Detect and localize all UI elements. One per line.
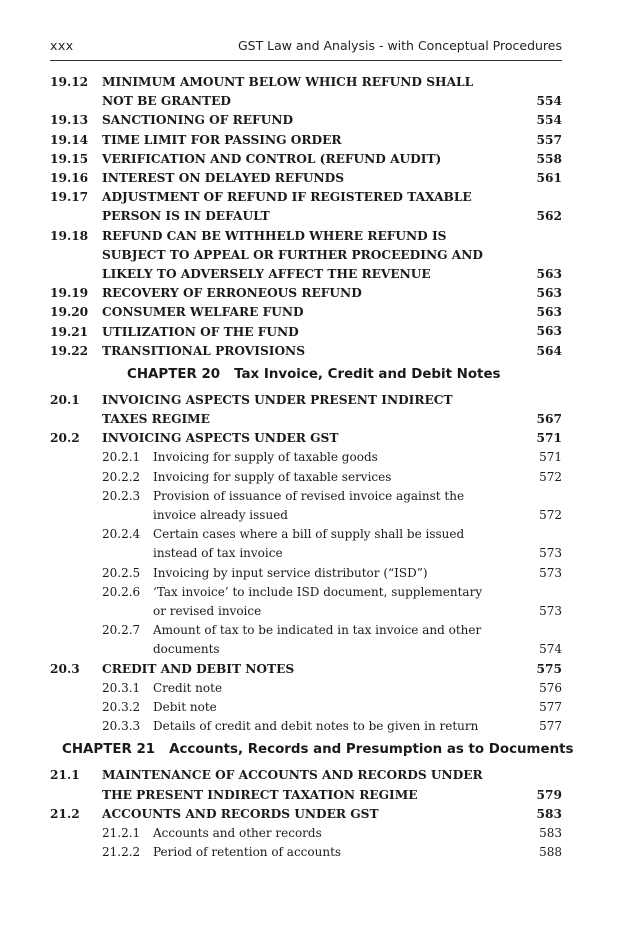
subentry-number: 20.3.3: [102, 719, 141, 734]
entry-title: CONSUMER WELFARE FUND: [102, 305, 304, 320]
subentry-page: 573: [539, 546, 562, 561]
toc-subentry-21-2-2: [50, 843, 562, 862]
toc-subentry-20-2-3: [50, 487, 562, 525]
subentry-number: 20.2.5: [102, 565, 141, 580]
entry-page: 558: [536, 151, 562, 166]
subentry-number: 20.3.1: [102, 680, 141, 695]
entry-page: 563: [536, 324, 562, 339]
entry-page: 554: [536, 94, 562, 109]
running-header: [50, 38, 562, 58]
toc-entry-19-22: [50, 342, 562, 361]
subentry-page: 588: [539, 845, 562, 860]
toc-entry-19-21: [50, 323, 562, 342]
entry-title: ACCOUNTS AND RECORDS UNDER GST: [102, 806, 379, 821]
subentry-number: 20.2.2: [102, 469, 141, 484]
subentry-page: 574: [539, 642, 562, 657]
subentry-title: Invoicing for supply of taxable goods: [153, 450, 378, 465]
chapter-title: Accounts, Records and Presumption as to Documents: [169, 742, 574, 758]
entry-title: SANCTIONING OF REFUND: [102, 113, 294, 128]
toc-entry-19-13: [50, 111, 562, 130]
toc-subentry-20-3-1: [50, 679, 562, 698]
entry-title: RECOVERY OF ERRONEOUS REFUND: [102, 286, 362, 301]
subentry-page: 577: [539, 719, 562, 734]
subentry-page: 576: [539, 680, 562, 695]
subentry-number: 20.2.7: [102, 623, 141, 638]
subentry-number: 21.2.2: [102, 845, 141, 860]
subentry-number: 20.3.2: [102, 699, 141, 714]
subentry-title: Invoicing for supply of taxable services: [153, 469, 392, 484]
toc-entry-20-1: [50, 391, 562, 429]
toc-subentry-20-3-2: [50, 698, 562, 717]
chapter-20-heading: [50, 361, 562, 391]
entry-page: 575: [536, 661, 562, 676]
entry-number: 20.2: [50, 431, 80, 446]
chapter-label: CHAPTER 21: [62, 742, 156, 758]
subentry-title: Details of credit and debit notes to be given in return: [153, 719, 479, 734]
subentry-page: 573: [539, 603, 562, 618]
toc-subentry-21-2-1: [50, 824, 562, 843]
toc-subentry-20-2-2: [50, 468, 562, 487]
toc-subentry-20-2-1: [50, 448, 562, 467]
entry-title: TRANSITIONAL PROVISIONS: [102, 343, 306, 358]
entry-number: 19.21: [50, 324, 89, 339]
entry-number: 20.3: [50, 661, 80, 676]
subentry-number: 20.2.3: [102, 488, 141, 503]
table-of-contents: [50, 73, 574, 862]
entry-title: REFUND CAN BE WITHHELD WHERE REFUND IS SUBJECT TO APPEAL OR FURTHER PROCEEDING AND LIKELY TO ADVERSELY AFFECT THE REVENUE: [102, 228, 483, 281]
entry-page: 563: [536, 305, 562, 320]
chapter-21-heading: [50, 736, 574, 766]
header-book-title: GST Law and Analysis - with Conceptual Procedures: [237, 38, 562, 53]
entry-page: 583: [536, 806, 562, 821]
header-rule: [50, 60, 562, 61]
toc-subentry-20-3-3: [50, 717, 562, 736]
entry-number: 19.17: [50, 190, 89, 205]
subentry-title: Accounts and other records: [153, 825, 322, 840]
entry-title: MINIMUM AMOUNT BELOW WHICH REFUND SHALL NOT BE GRANTED: [102, 75, 474, 109]
toc-subentry-20-2-5: [50, 564, 562, 583]
entry-number: 21.2: [50, 806, 80, 821]
subentry-number: 20.2.1: [102, 450, 141, 465]
entry-page: 557: [536, 132, 562, 147]
entry-title: ADJUSTMENT OF REFUND IF REGISTERED TAXABLE PERSON IS IN DEFAULT: [102, 190, 472, 224]
entry-title: CREDIT AND DEBIT NOTES: [102, 661, 295, 676]
entry-page: 563: [536, 286, 562, 301]
entry-page: 554: [536, 113, 562, 128]
toc-entry-21-1: [50, 766, 562, 804]
entry-page: 563: [536, 266, 562, 281]
subentry-number: 20.2.6: [102, 584, 141, 599]
entry-number: 19.22: [50, 343, 89, 358]
subentry-number: 21.2.1: [102, 825, 141, 840]
toc-entry-19-12: [50, 73, 562, 111]
subentry-page: 572: [539, 508, 562, 523]
entry-title: INVOICING ASPECTS UNDER PRESENT INDIRECT TAXES REGIME: [102, 392, 453, 427]
subentry-title: Debit note: [153, 699, 217, 714]
entry-page: 564: [536, 343, 562, 358]
chapter-title: Tax Invoice, Credit and Debit Notes: [234, 366, 501, 382]
chapter-label: CHAPTER 20: [127, 366, 221, 382]
subentry-page: 571: [539, 450, 562, 465]
entry-title: VERIFICATION AND CONTROL (REFUND AUDIT): [102, 151, 442, 166]
entry-page: 579: [536, 787, 562, 802]
toc-entry-19-19: [50, 284, 562, 303]
subentry-title: Period of retention of accounts: [153, 845, 342, 860]
entry-title: TIME LIMIT FOR PASSING ORDER: [102, 132, 342, 147]
entry-title: MAINTENANCE OF ACCOUNTS AND RECORDS UNDER THE PRESENT INDIRECT TAXATION REGIME: [102, 768, 483, 802]
subentry-page: 572: [539, 469, 562, 484]
entry-number: 19.20: [50, 305, 89, 320]
subentry-title: Credit note: [153, 680, 223, 695]
subentry-title: Certain cases where a bill of supply shall be issued instead of tax invoice: [153, 527, 465, 561]
header-page-number: xxx: [50, 38, 74, 53]
entry-title: INTEREST ON DELAYED REFUNDS: [102, 170, 345, 185]
toc-entry-19-20: [50, 303, 562, 322]
subentry-title: Invoicing by input service distributor (“ISD”): [153, 565, 428, 580]
toc-subentry-20-2-6: [50, 583, 562, 621]
toc-subentry-20-2-4: [50, 525, 562, 563]
toc-entry-19-14: [50, 131, 562, 150]
toc-entry-19-18: [50, 227, 562, 285]
toc-entry-20-2: [50, 429, 562, 448]
subentry-page: 577: [539, 699, 562, 714]
entry-number: 19.14: [50, 132, 89, 147]
entry-page: 567: [536, 412, 562, 427]
subentry-title: Amount of tax to be indicated in tax invoice and other documents: [153, 623, 482, 657]
toc-entry-20-3: [50, 660, 562, 679]
entry-number: 19.13: [50, 113, 89, 128]
toc-entry-19-16: [50, 169, 562, 188]
entry-number: 20.1: [50, 392, 80, 407]
entry-number: 19.19: [50, 286, 89, 301]
entry-page: 562: [536, 209, 562, 224]
subentry-page: 573: [539, 565, 562, 580]
toc-entry-21-2: [50, 805, 562, 824]
entry-title: UTILIZATION OF THE FUND: [102, 324, 299, 339]
entry-number: 19.15: [50, 151, 89, 166]
subentry-number: 20.2.4: [102, 527, 141, 542]
entry-number: 19.16: [50, 170, 89, 185]
entry-page: 571: [536, 431, 562, 446]
subentry-page: 583: [539, 825, 562, 840]
entry-number: 19.12: [50, 75, 89, 89]
entry-number: 21.1: [50, 768, 80, 783]
toc-subentry-20-2-7: [50, 621, 562, 659]
entry-number: 19.18: [50, 228, 89, 243]
subentry-title: ‘Tax invoice’ to include ISD document, supplementary or revised invoice: [153, 584, 483, 618]
entry-page: 561: [536, 170, 562, 185]
toc-entry-19-15: [50, 150, 562, 169]
toc-entry-19-17: [50, 188, 562, 226]
entry-title: INVOICING ASPECTS UNDER GST: [102, 431, 339, 446]
subentry-title: Provision of issuance of revised invoice against the invoice already issued: [153, 488, 465, 523]
